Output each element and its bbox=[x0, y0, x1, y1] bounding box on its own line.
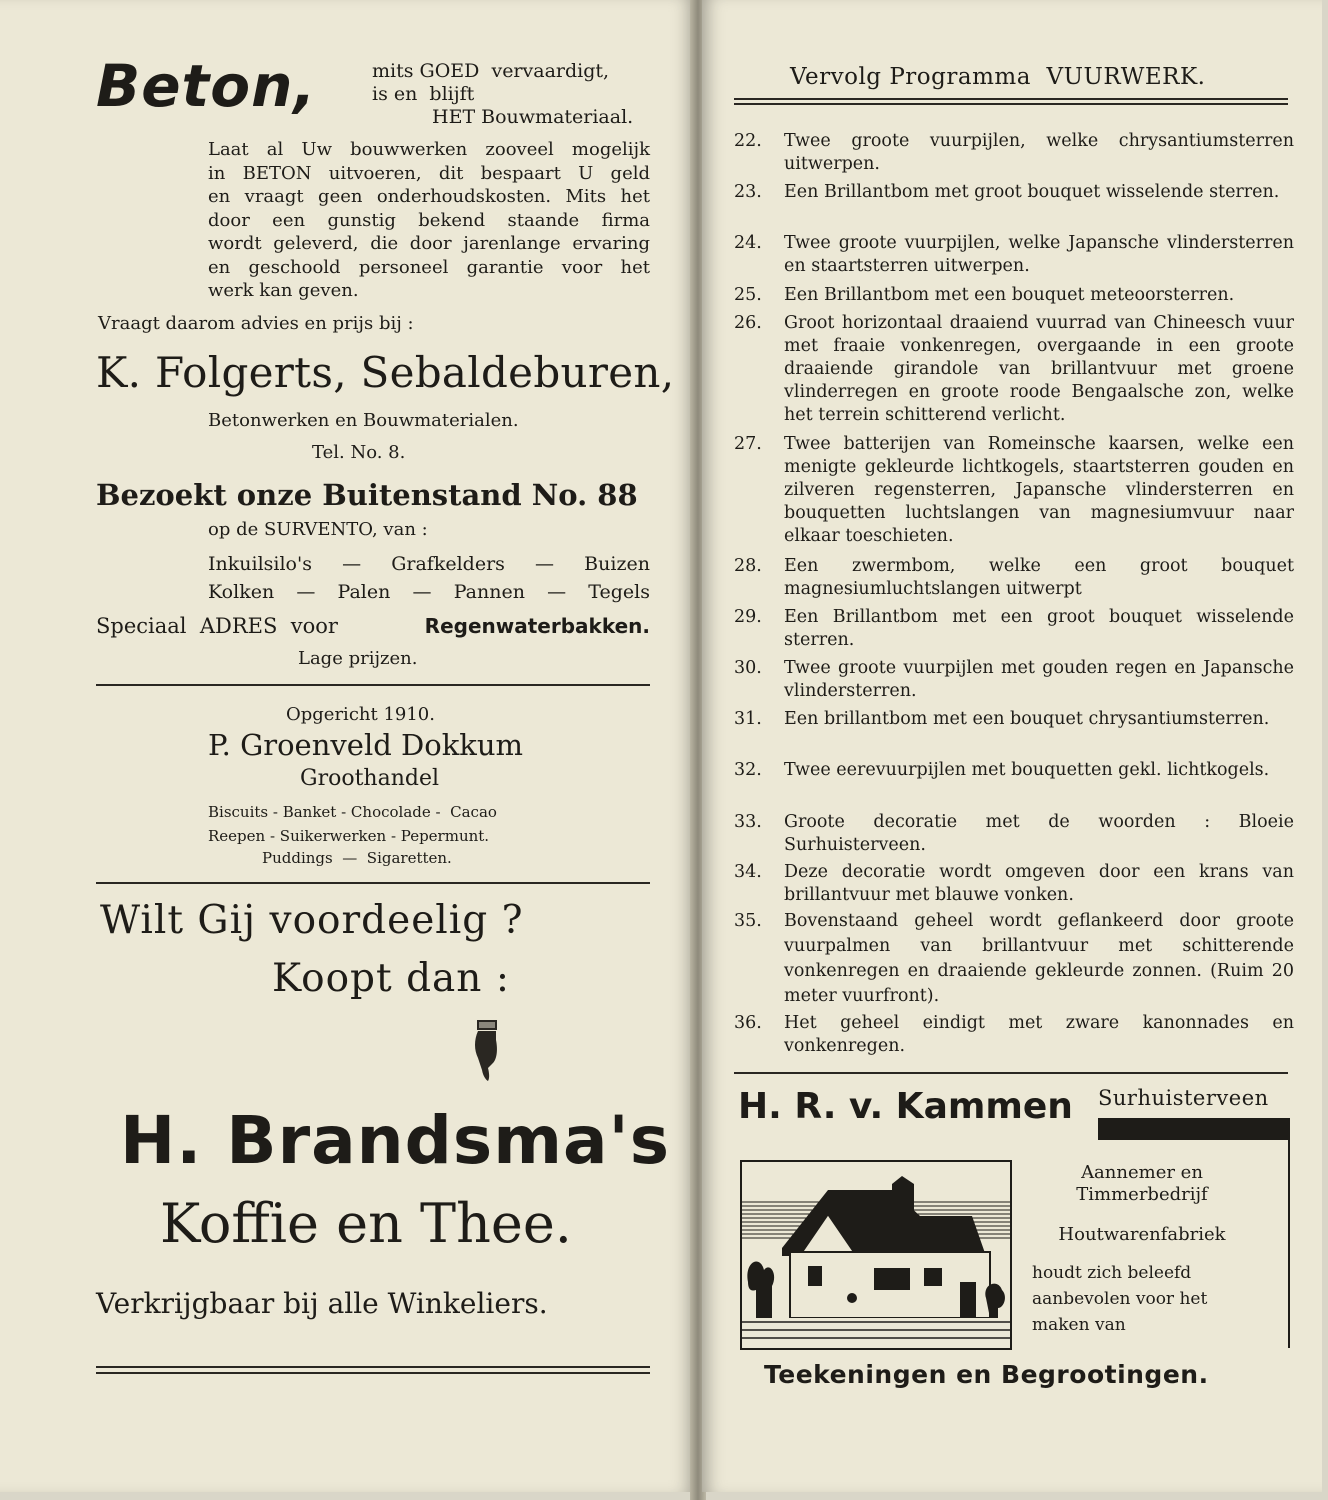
item-text: Twee groote vuurpijlen, welke Japansche vlindersterren en staartsterren uitwerpen. bbox=[784, 233, 1294, 276]
kammen-name: H. R. v. Kammen bbox=[738, 1086, 1073, 1127]
item-number: 28. bbox=[734, 556, 762, 576]
item-text: Het geheel eindigt met zware kanonnades en vonkenregen. bbox=[784, 1013, 1294, 1056]
item-text: Bovenstaand geheel wordt geflankeerd door groote vuurpalmen van brillantvuur met schitterende vonkenregen en draaiende gekleurde zonnen. (Ruim 20 meter vuurfront). bbox=[784, 911, 1294, 1006]
kammen-trade: Aannemer en Timmerbedrijf bbox=[1076, 1162, 1208, 1205]
beton-body-line: en vraagt geen onderhoudskosten. Mits het bbox=[208, 186, 650, 207]
item-text: Een Brillantbom met groot bouquet wisselende sterren. bbox=[784, 182, 1280, 202]
item-number: 24. bbox=[734, 233, 762, 253]
item-number: 22. bbox=[734, 131, 762, 151]
brandsma-availability: Verkrijgbaar bij alle Winkeliers. bbox=[96, 1287, 548, 1320]
groenveld-line-1: Biscuits - Banket - Chocolade - Cacao bbox=[208, 803, 497, 821]
item-number: 27. bbox=[734, 434, 762, 454]
special-bold: Regenwaterbakken. bbox=[424, 614, 650, 638]
item-number: 31. bbox=[734, 709, 762, 729]
item-number: 26. bbox=[734, 313, 762, 333]
divider bbox=[734, 1072, 1288, 1074]
company-tel: Tel. No. 8. bbox=[312, 442, 406, 463]
dash: — bbox=[547, 581, 567, 603]
program-item bbox=[734, 433, 1294, 548]
beton-body-line: werk kan geven. bbox=[208, 280, 359, 301]
item-text: Een brillantbom met een bouquet chrysantiumsterren. bbox=[784, 709, 1270, 729]
special-lead: Speciaal ADRES voor bbox=[96, 614, 338, 638]
item-number: 23. bbox=[734, 182, 762, 202]
program-item bbox=[734, 284, 1294, 307]
item-text: Een zwermbom, welke een groot bouquet magnesiumluchtslangen uitwerpt bbox=[784, 556, 1294, 599]
beton-title: Beton, bbox=[96, 52, 317, 120]
kammen-factory: Houtwarenfabriek bbox=[1058, 1224, 1226, 1245]
product-item: Pannen bbox=[453, 581, 525, 603]
dash: — bbox=[296, 581, 316, 603]
item-text: Een Brillantbom met een groot bouquet wisselende sterren. bbox=[784, 607, 1294, 650]
product-item: Buizen bbox=[584, 553, 650, 575]
kammen-black-bar bbox=[1098, 1118, 1288, 1140]
item-number: 29. bbox=[734, 607, 762, 627]
products-row-1 bbox=[208, 553, 650, 575]
groenveld-line-3: Puddings — Sigaretten. bbox=[262, 849, 452, 867]
program-header: Vervolg Programma VUURWERK. bbox=[790, 64, 1206, 90]
special-line bbox=[96, 614, 650, 638]
program-item bbox=[734, 909, 1294, 1009]
item-number: 25. bbox=[734, 285, 762, 305]
product-item: Kolken bbox=[208, 581, 275, 603]
brandsma-koopt: Koopt dan : bbox=[272, 956, 510, 1001]
program-item bbox=[734, 811, 1294, 857]
company-subtitle: Betonwerken en Bouwmaterialen. bbox=[208, 410, 519, 431]
item-text: Deze decoratie wordt omgeven door een krans van brillantvuur met blauwe vonken. bbox=[784, 862, 1294, 905]
beton-body-line: en geschoold personeel garantie voor het bbox=[208, 256, 650, 278]
item-number: 32. bbox=[734, 760, 762, 780]
item-number: 30. bbox=[734, 658, 762, 678]
beton-body-line: wordt geleverd, die door jarenlange ervaring bbox=[208, 233, 650, 254]
item-number: 34. bbox=[734, 862, 762, 882]
beton-body-line: Laat al Uw bouwwerken zooveel mogelijk bbox=[208, 139, 650, 160]
house-illustration bbox=[740, 1160, 1012, 1350]
groenveld-type: Groothandel bbox=[300, 766, 440, 791]
program-item bbox=[734, 861, 1294, 907]
program-item bbox=[734, 312, 1294, 427]
program-item bbox=[734, 232, 1294, 278]
beton-body bbox=[208, 138, 650, 303]
item-text: Een Brillantbom met een bouquet meteoorsterren. bbox=[784, 285, 1235, 305]
program-item bbox=[734, 130, 1294, 176]
item-text: Twee groote vuurpijlen, welke chrysantiumsterren uitwerpen. bbox=[784, 131, 1294, 174]
program-item bbox=[734, 181, 1294, 204]
beton-body-line: door een gunstig bekend staande firma bbox=[208, 209, 650, 231]
double-divider bbox=[96, 1366, 650, 1374]
stand-line: Bezoekt onze Buitenstand No. 88 bbox=[96, 478, 638, 512]
item-number: 35. bbox=[734, 911, 762, 931]
beton-body-line: in BETON uitvoeren, dit bespaart U geld bbox=[208, 162, 650, 184]
product-item: Palen bbox=[337, 581, 391, 603]
program-item bbox=[734, 1012, 1294, 1058]
divider bbox=[96, 684, 650, 686]
stand-subtitle: op de SURVENTO, van : bbox=[208, 519, 428, 540]
kammen-description: houdt zich beleefd aanbevolen voor het maken van bbox=[1032, 1263, 1208, 1335]
divider bbox=[96, 882, 650, 884]
program-item bbox=[734, 606, 1294, 652]
dash: — bbox=[535, 553, 555, 575]
groenveld-line-2: Reepen - Suikerwerken - Pepermunt. bbox=[208, 827, 490, 845]
kammen-bottom: Teekeningen en Begrootingen. bbox=[764, 1360, 1209, 1389]
program-item bbox=[734, 657, 1294, 703]
products-row-2 bbox=[208, 581, 650, 603]
pointing-hand-icon bbox=[470, 1018, 504, 1084]
dash: — bbox=[342, 553, 362, 575]
program-item bbox=[734, 759, 1294, 782]
item-text: Twee batterijen van Romeinsche kaarsen, welke een menigte gekleurde lichtkogels, staartsterren gouden en zilveren regensterren, Japansche vlindersterren en bouquetten luchtslangen van magnesiumvuur naar elkaar toeschieten. bbox=[784, 434, 1294, 546]
advice-line: Vraagt daarom advies en prijs bij : bbox=[98, 313, 414, 334]
groenveld-name: P. Groenveld Dokkum bbox=[208, 728, 524, 762]
program-item bbox=[734, 708, 1294, 731]
beton-tagline-2: is en blijft bbox=[372, 83, 475, 105]
beton-tagline-3: HET Bouwmateriaal. bbox=[432, 106, 634, 128]
item-number: 36. bbox=[734, 1013, 762, 1033]
low-prices: Lage prijzen. bbox=[298, 648, 418, 669]
item-number: 33. bbox=[734, 812, 762, 832]
item-text: Groot horizontaal draaiend vuurrad van Chineesch vuur met fraaie vonkenregen, overgaande in een groote draaiende girandole van brillantvuur met groene vlinderregen en groote roode Bengaalsche zon, welke het terrein schitterend verlicht. bbox=[784, 313, 1294, 425]
brandsma-name: H. Brandsma's bbox=[120, 1102, 670, 1179]
header-double-rule bbox=[734, 98, 1288, 105]
item-text: Twee eerevuurpijlen met bouquetten gekl. lichtkogels. bbox=[784, 760, 1270, 780]
product-item: Tegels bbox=[588, 581, 650, 603]
right-page bbox=[702, 0, 1322, 1492]
dash: — bbox=[412, 581, 432, 603]
company-name: K. Folgerts, Sebaldeburen, bbox=[96, 348, 675, 397]
kammen-place: Surhuisterveen bbox=[1098, 1086, 1269, 1110]
product-item: Grafkelders bbox=[391, 553, 505, 575]
product-item: Inkuilsilo's bbox=[208, 553, 312, 575]
program-item bbox=[734, 555, 1294, 601]
brandsma-product: Koffie en Thee. bbox=[160, 1192, 572, 1255]
item-text: Groote decoratie met de woorden : Bloeie Surhuisterveen. bbox=[784, 812, 1294, 855]
item-text: Twee groote vuurpijlen met gouden regen en Japansche vlindersterren. bbox=[784, 658, 1294, 701]
brandsma-question: Wilt Gij voordeelig ? bbox=[100, 898, 524, 943]
beton-tagline-1: mits GOED vervaardigt, bbox=[372, 60, 610, 82]
kammen-border bbox=[1268, 1118, 1290, 1348]
groenveld-founded: Opgericht 1910. bbox=[286, 704, 435, 725]
